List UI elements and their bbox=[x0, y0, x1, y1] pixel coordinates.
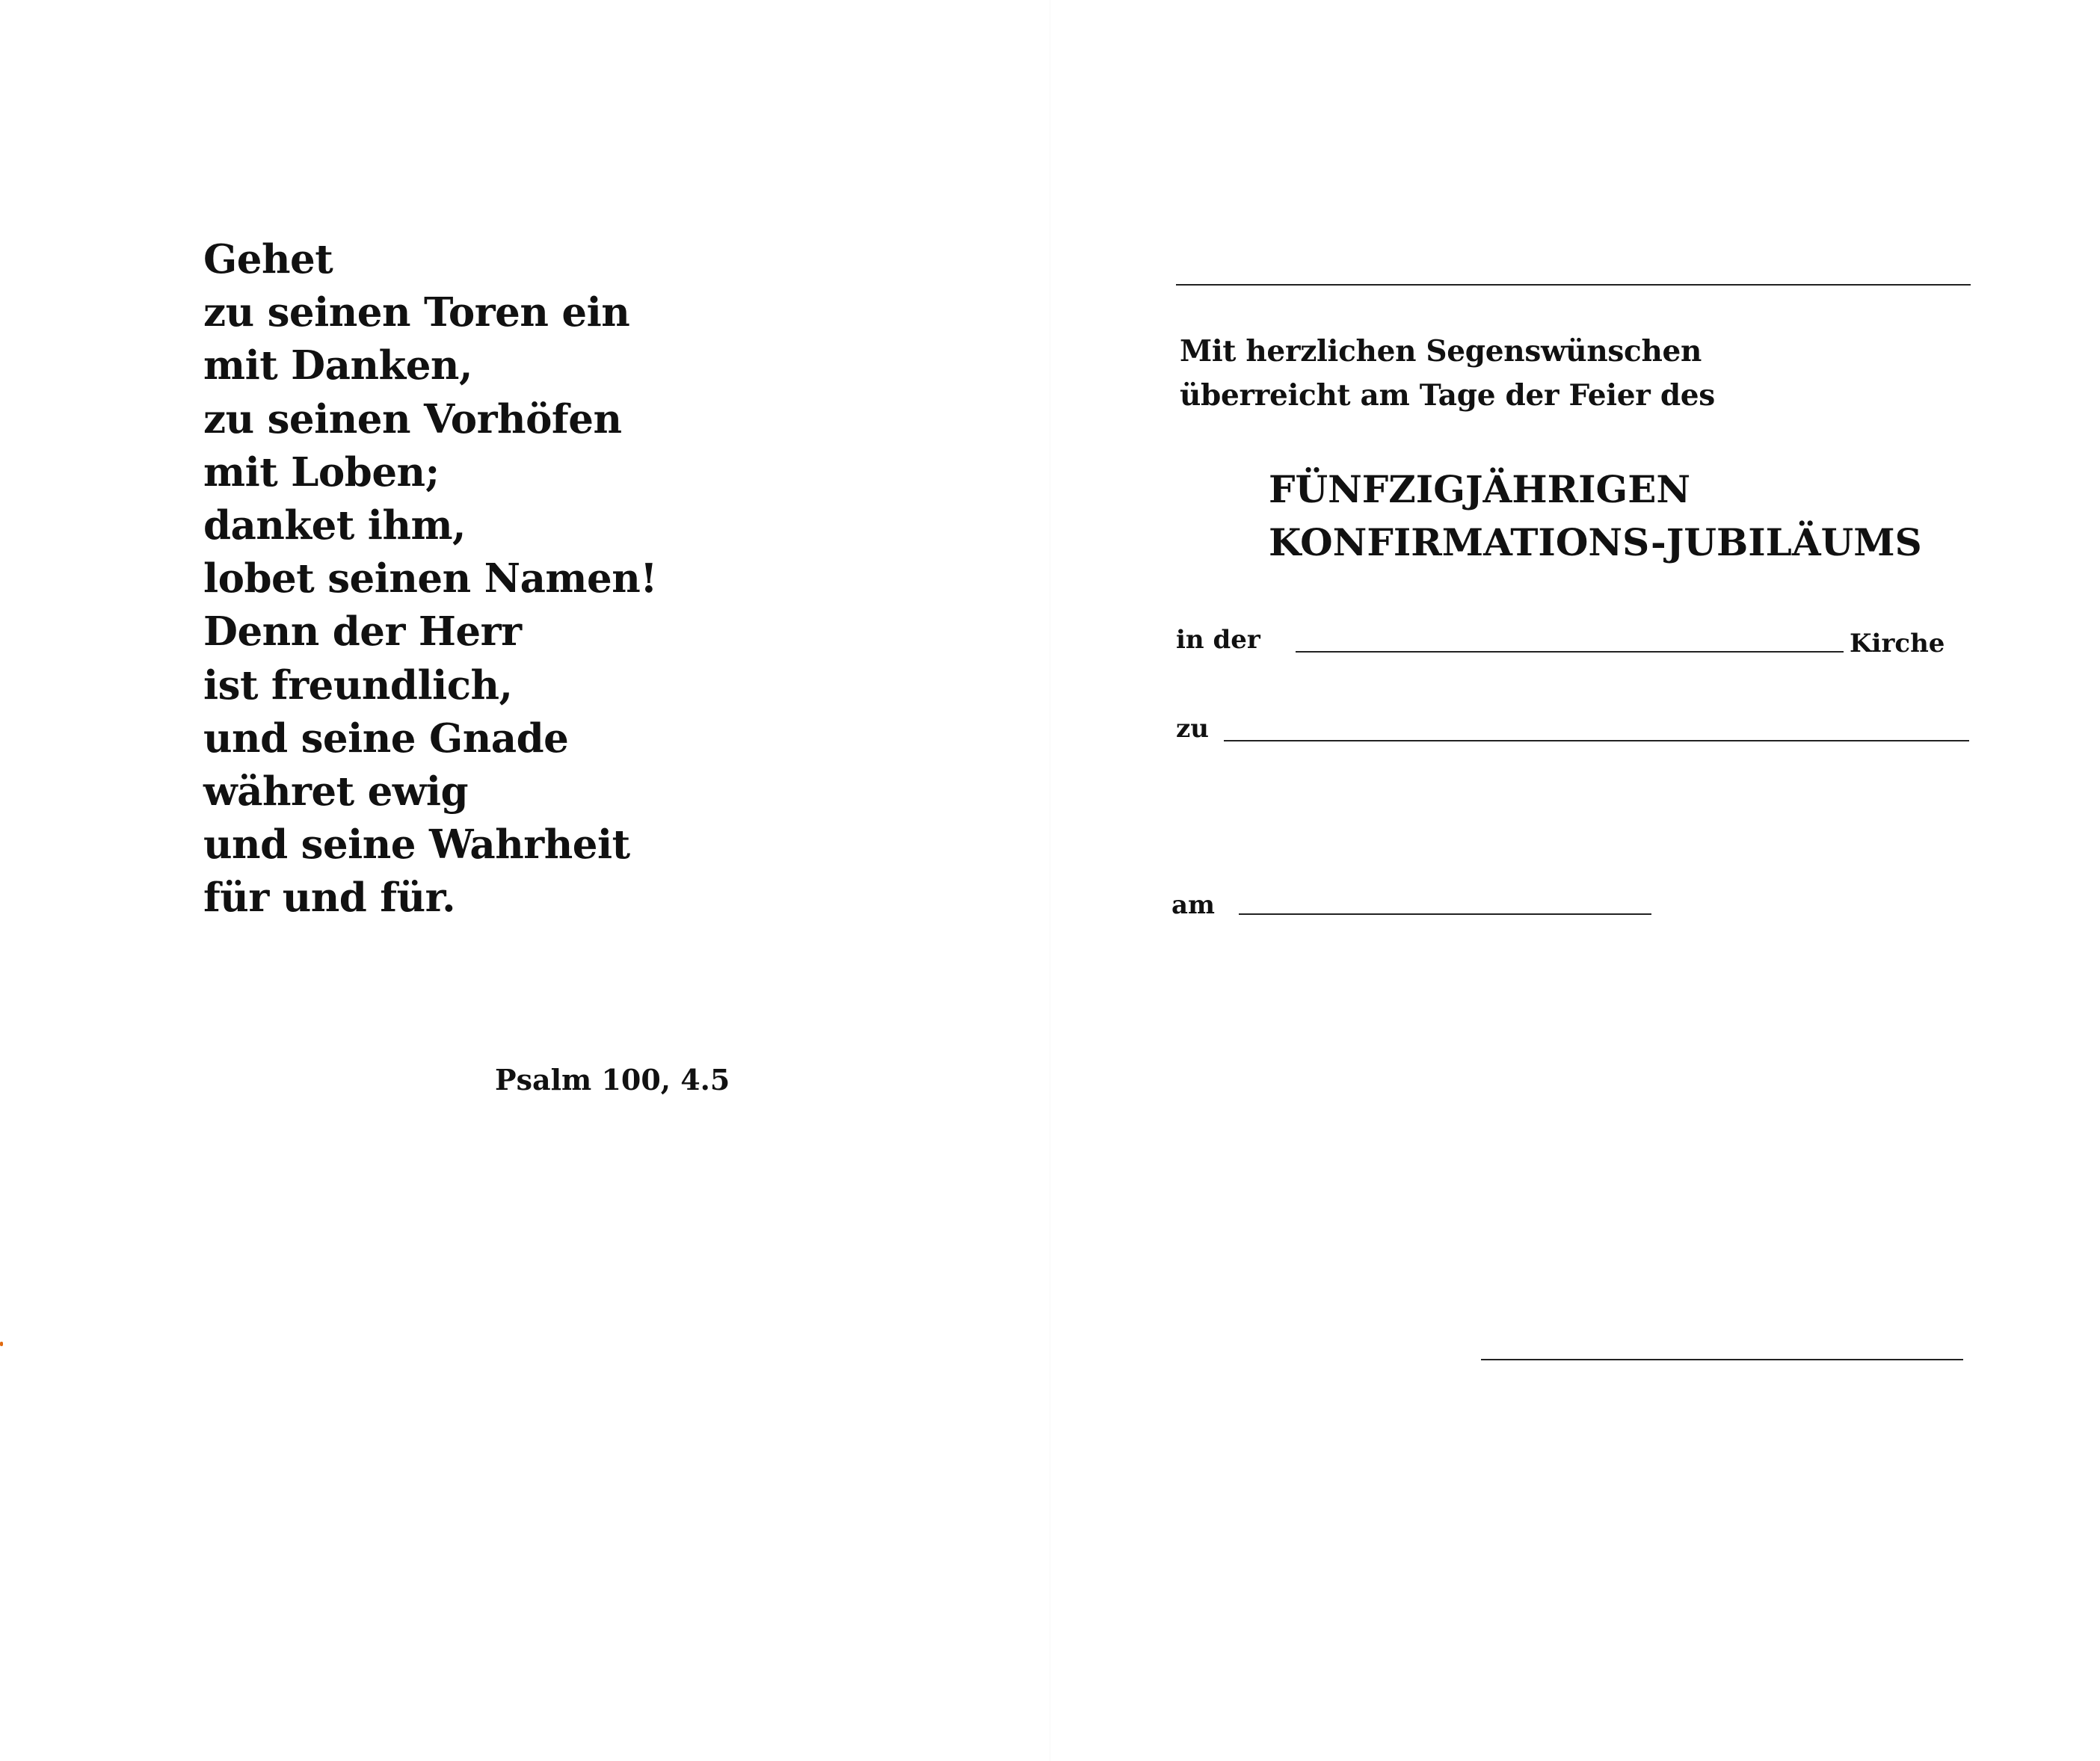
place-line[interactable] bbox=[1224, 740, 1969, 741]
verse-line: Denn der Herr bbox=[203, 608, 522, 656]
church-label: in der bbox=[1176, 625, 1260, 655]
verse-line: danket ihm, bbox=[203, 502, 467, 549]
intro-line-1: Mit herzlichen Segenswünschen bbox=[1180, 334, 1702, 368]
church-suffix-label: Kirche bbox=[1850, 629, 1945, 659]
giver-name-line[interactable] bbox=[1176, 284, 1971, 286]
title-line-2: KONFIRMATIONS-JUBILÄUMS bbox=[1269, 520, 1922, 564]
title-line-1: FÜNFZIGJÄHRIGEN bbox=[1269, 467, 1691, 511]
verse-line: und seine Wahrheit bbox=[203, 821, 630, 869]
verse-line: und seine Gnade bbox=[203, 715, 569, 762]
psalm-verse bbox=[203, 233, 657, 925]
right-page bbox=[1050, 0, 2100, 1761]
edge-mark bbox=[0, 1342, 3, 1346]
verse-line: ist freundlich, bbox=[203, 661, 513, 709]
date-label: am bbox=[1171, 890, 1216, 920]
verse-line: mit Danken, bbox=[203, 342, 472, 389]
date-line[interactable] bbox=[1239, 913, 1651, 915]
church-name-line[interactable] bbox=[1296, 651, 1844, 653]
verse-line: Gehet bbox=[203, 236, 333, 283]
signature-line[interactable] bbox=[1481, 1359, 1963, 1360]
place-label: zu bbox=[1176, 714, 1210, 744]
verse-line: zu seinen Vorhöfen bbox=[203, 395, 622, 442]
verse-line: währet ewig bbox=[203, 768, 469, 815]
intro-line-2: überreicht am Tage der Feier des bbox=[1180, 378, 1715, 413]
psalm-citation: Psalm 100, 4.5 bbox=[495, 1063, 730, 1097]
verse-line: zu seinen Toren ein bbox=[203, 289, 630, 336]
verse-line: lobet seinen Namen! bbox=[203, 555, 658, 602]
verse-line: für und für. bbox=[203, 875, 456, 922]
verse-line: mit Loben; bbox=[203, 448, 440, 496]
